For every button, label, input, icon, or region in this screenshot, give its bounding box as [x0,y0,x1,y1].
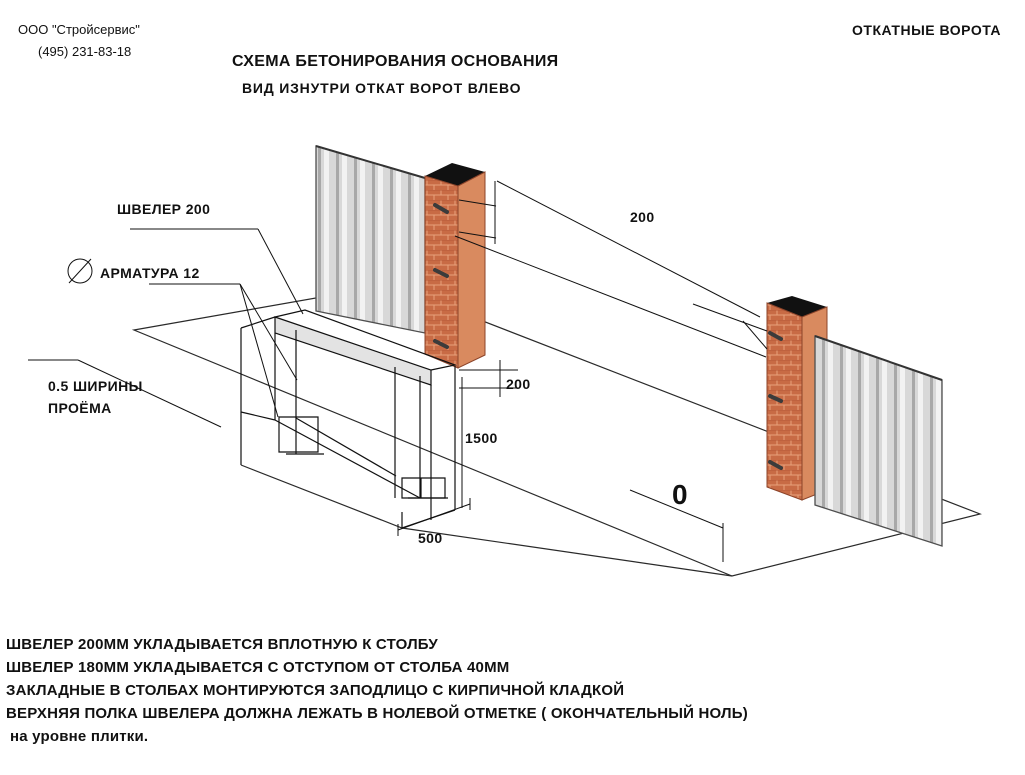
dimension-500: 500 [418,530,443,546]
dimension-200-top: 200 [630,209,655,225]
note-line-3: ЗАКЛАДНЫЕ В СТОЛБАХ МОНТИРУЮТСЯ ЗАПОДЛИЦО С КИРПИЧНОЙ КЛАДКОЙ [6,682,625,699]
half-width-label-line2: ПРОЁМА [48,400,112,416]
dimension-1500: 1500 [465,430,498,446]
dimension-200-side: 200 [506,376,531,392]
foundation-frame [241,310,455,528]
note-line-2: ШВЕЛЕР 180ММ УКЛАДЫВАЕТСЯ С ОТСТУПОМ ОТ СТОЛБА 40ММ [6,659,510,676]
half-width-label-line1: 0.5 ШИРИНЫ [48,378,143,394]
notes-block [6,633,1016,748]
annotation-leaders [28,229,303,427]
sub-title: ВИД ИЗНУТРИ ОТКАТ ВОРОТ ВЛЕВО [242,80,522,96]
note-line-4: ВЕРХНЯЯ ПОЛКА ШВЕЛЕРА ДОЛЖНА ЛЕЖАТЬ В НОЛЕВОЙ ОТМЕТКЕ ( ОКОНЧАТЕЛЬНЫЙ НОЛЬ) [6,705,748,722]
company-phone: (495) 231-83-18 [38,44,132,59]
note-line-1: ШВЕЛЕР 200ММ УКЛАДЫВАЕТСЯ ВПЛОТНУЮ К СТОЛБУ [6,636,438,653]
top-right-title: ОТКАТНЫЕ ВОРОТА [852,22,1001,38]
right-fence [815,336,942,546]
channel-label: ШВЕЛЕР 200 [117,201,211,217]
left-fence [316,146,425,333]
company-name: ООО "Стройсервис" [18,22,140,37]
rebar-symbol [68,259,92,283]
left-brick-post [425,163,485,368]
note-line-5: на уровне плитки. [10,728,149,745]
zero-mark: 0 [672,479,688,510]
main-title: СХЕМА БЕТОНИРОВАНИЯ ОСНОВАНИЯ [232,53,559,70]
rebar-label: АРМАТУРА 12 [100,265,200,281]
